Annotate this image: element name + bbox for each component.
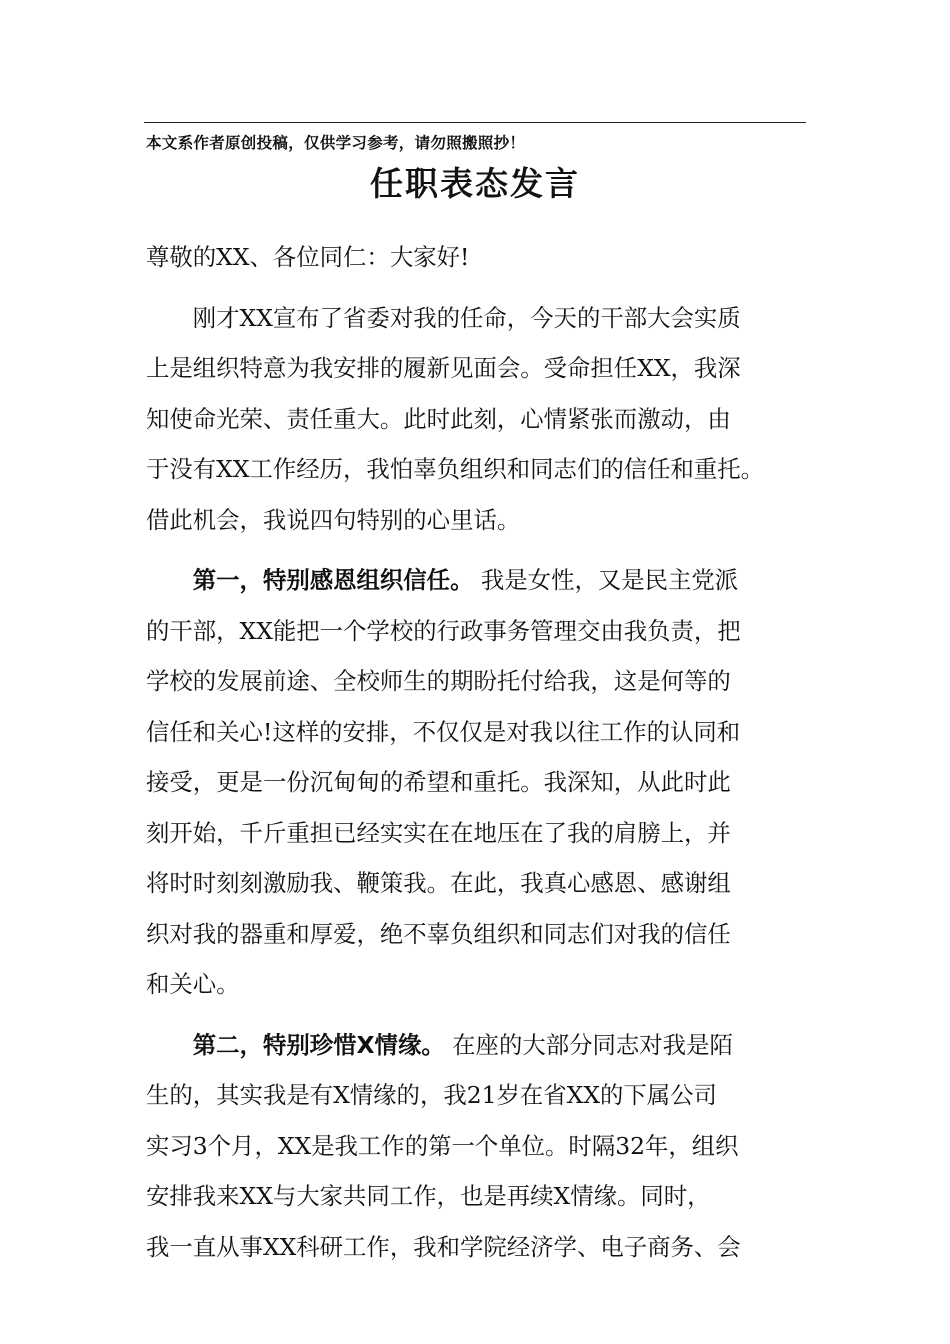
paragraph-1 [146, 293, 811, 546]
document-body [146, 232, 811, 1272]
paragraph-line: 安排我来XX与大家共同工作，也是再续X情缘。同时， [146, 1182, 711, 1210]
paragraph-first-line [146, 555, 811, 606]
paragraph-line: 于没有XX工作经历，我怕辜负组织和同志们的信任和重托。 [146, 455, 765, 483]
section-heading: 第二，特别珍惜X情缘。 [192, 1030, 445, 1059]
document-title: 任职表态发言 [370, 164, 580, 203]
paragraph-line-rest: 我是女性，又是民主党派 [480, 566, 739, 594]
paragraph-line: 上是组织特意为我安排的履新见面会。受命担任XX，我深 [146, 354, 741, 382]
paragraph-line: 学校的发展前途、全校师生的期盼托付给我，这是何等的 [146, 667, 731, 695]
paragraph-3 [146, 1020, 811, 1273]
paragraph-line: 和关心。 [146, 970, 240, 998]
header-rule [144, 122, 806, 123]
paragraph-first-line [146, 1020, 811, 1071]
paragraph-line: 接受，更是一份沉甸甸的希望和重托。我深知，从此时此 [146, 768, 731, 796]
paragraph-line: 我一直从事XX科研工作，我和学院经济学、电子商务、会 [146, 1232, 741, 1261]
paragraph-line: 实习3个月，XX是我工作的第一个单位。时隔32年，组织 [146, 1131, 739, 1160]
paragraph-line-rest: 在座的大部分同志对我是陌 [452, 1030, 733, 1059]
paragraph-line: 刻开始，千斤重担已经实实在在地压在了我的肩膀上，并 [146, 818, 731, 847]
paragraph-line: 织对我的器重和厚爱，绝不辜负组织和同志们对我的信任 [146, 919, 731, 948]
paragraph-2 [146, 555, 811, 1010]
paragraph-line: 将时时刻刻激励我、鞭策我。在此，我真心感恩、感谢组 [146, 869, 731, 897]
greeting-line: 尊敬的XX、各位同仁：大家好! [146, 243, 470, 271]
paragraph-line: 知使命光荣、责任重大。此时此刻，心情紧张而激动，由 [146, 404, 731, 433]
paragraph-line: 的干部，XX能把一个学校的行政事务管理交由我负责，把 [146, 616, 741, 645]
paragraph-line: 信任和关心!这样的安排，不仅仅是对我以往工作的认同和 [146, 717, 741, 746]
header-note: 本文系作者原创投稿，仅供学习参考，请勿照搬照抄！ [146, 133, 526, 152]
section-heading: 第一，特别感恩组织信任。 [192, 566, 474, 594]
paragraph-line: 借此机会，我说四句特别的心里话。 [146, 505, 521, 534]
paragraph-line: 刚才XX宣布了省委对我的任命，今天的干部大会实质 [146, 303, 741, 332]
paragraph-line: 生的，其实我是有X情缘的，我21岁在省XX的下属公司 [146, 1081, 717, 1109]
